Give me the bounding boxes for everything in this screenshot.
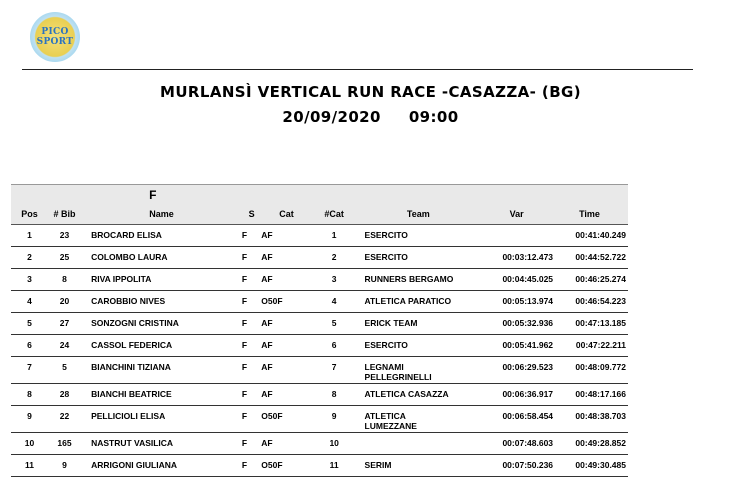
cell-bib: 5: [62, 362, 67, 372]
cell-cat: O50F: [261, 460, 283, 470]
cell-sex: F: [241, 274, 248, 284]
cell-var: 00:05:32.936: [502, 318, 554, 328]
table-row: [11, 225, 628, 247]
cell-team: [357, 225, 481, 247]
cell-time: 00:44:52.722: [575, 252, 626, 262]
event-title: MURLANSÌ VERTICAL RUN RACE -CASAZZA- (BG): [160, 83, 581, 101]
team-name-line: ATLETICA PARATICO: [364, 296, 452, 306]
table-row: [11, 335, 628, 357]
col-header-cat: Cat: [279, 209, 294, 220]
table-row: [11, 455, 628, 477]
cell-var: 00:05:13.974: [502, 296, 554, 306]
cell-pos: 1: [27, 230, 32, 240]
cell-cat-rank: 10: [329, 438, 339, 448]
cell-time: 00:49:28.852: [575, 438, 626, 448]
cell-name: SONZOGNI CRISTINA: [91, 318, 179, 328]
cell-cat: AF: [261, 252, 273, 262]
cell-var: 00:06:29.523: [502, 362, 554, 372]
table-row: [11, 313, 628, 335]
cell-bib: 24: [59, 340, 70, 350]
table-row: [11, 291, 628, 313]
logo-text-line2: SPORT: [36, 37, 74, 47]
cell-pos: 7: [27, 362, 32, 372]
cell-var: 00:06:58.454: [502, 411, 554, 421]
cell-cat: AF: [261, 318, 273, 328]
cell-cat-rank: 4: [331, 296, 337, 306]
cell-cat-rank: 2: [331, 252, 337, 262]
cell-team: [357, 384, 481, 406]
cell-team: [357, 269, 481, 291]
cell-name: CAROBBIO NIVES: [91, 296, 166, 306]
col-header-team: Team: [406, 209, 430, 220]
cell-sex: F: [241, 460, 248, 470]
cell-sex: F: [241, 340, 248, 350]
team-name-line: ESERCITO: [364, 230, 408, 240]
cell-bib: 20: [59, 296, 70, 306]
team-name-line: ESERCITO: [364, 340, 408, 350]
team-name-line: SERIM: [364, 460, 392, 470]
cell-sex: F: [241, 438, 248, 448]
cell-var: 00:03:12.473: [502, 252, 554, 262]
col-header-name: Name: [149, 209, 174, 220]
cell-var: 00:06:36.917: [502, 389, 554, 399]
table-row: [11, 357, 628, 384]
cell-var: 00:04:45.025: [502, 274, 554, 284]
team-name-line: ATLETICA: [364, 411, 406, 421]
table-row: [11, 433, 628, 455]
cell-bib: 23: [59, 230, 70, 240]
cell-cat: AF: [261, 389, 273, 399]
cell-time: 00:48:38.703: [575, 411, 626, 421]
cell-sex: F: [241, 411, 248, 421]
cell-var: [480, 225, 553, 247]
col-header-bib: # Bib: [53, 209, 76, 220]
cell-cat-rank: 11: [329, 460, 339, 470]
cell-cat-rank: 8: [331, 389, 337, 399]
cell-time: 00:41:40.249: [575, 230, 626, 240]
cell-time: 00:46:54.223: [575, 296, 626, 306]
pico-sport-logo: [30, 12, 80, 62]
cell-name: PELLICIOLI ELISA: [91, 411, 166, 421]
cell-cat-rank: 6: [331, 340, 337, 350]
col-header-var: Var: [509, 209, 524, 220]
cell-name: NASTRUT VASILICA: [91, 438, 174, 448]
event-date: 20/09/2020: [282, 108, 381, 126]
results-body: [11, 225, 628, 477]
cell-pos: 6: [27, 340, 32, 350]
cell-cat-rank: 5: [331, 318, 337, 328]
cell-cat-rank: 9: [331, 411, 337, 421]
team-name-line: LEGNAMI: [364, 362, 404, 372]
cell-pos: 5: [27, 318, 32, 328]
results-table: [11, 184, 628, 477]
cell-team: [357, 455, 481, 477]
cell-var: 00:07:50.236: [502, 460, 554, 470]
cell-name: BIANCHI BEATRICE: [91, 389, 172, 399]
cell-bib: 28: [59, 389, 70, 399]
col-header-sex: S: [248, 209, 255, 220]
cell-cat: AF: [261, 362, 273, 372]
cell-cat-rank: 1: [331, 230, 337, 240]
cell-sex: F: [241, 252, 248, 262]
cell-time: 00:47:13.185: [575, 318, 626, 328]
cell-name: RIVA IPPOLITA: [91, 274, 152, 284]
cell-time: 00:49:30.485: [575, 460, 626, 470]
cell-team: [357, 291, 481, 313]
cell-var: 00:07:48.603: [502, 438, 554, 448]
group-label: F: [149, 187, 157, 202]
cell-team: [357, 247, 481, 269]
cell-team: [357, 406, 481, 433]
cell-name: COLOMBO LAURA: [91, 252, 168, 262]
cell-cat: AF: [261, 274, 273, 284]
cell-pos: 9: [27, 411, 32, 421]
cell-sex: F: [241, 362, 248, 372]
cell-pos: 4: [27, 296, 32, 306]
cell-name: CASSOL FEDERICA: [91, 340, 173, 350]
cell-cat: AF: [261, 230, 273, 240]
team-name-line: LUMEZZANE: [364, 421, 417, 431]
team-name-line: ESERCITO: [364, 252, 408, 262]
table-row: [11, 384, 628, 406]
cell-cat: O50F: [261, 411, 283, 421]
col-header-cat-rank: #Cat: [324, 209, 344, 220]
cell-bib: 165: [57, 438, 72, 448]
cell-pos: 3: [27, 274, 32, 284]
cell-sex: F: [241, 318, 248, 328]
group-header-row: [11, 185, 628, 205]
cell-pos: 2: [27, 252, 32, 262]
cell-bib: 8: [62, 274, 67, 284]
event-datetime: [0, 108, 741, 126]
cell-pos: 10: [24, 438, 35, 448]
cell-pos: 8: [27, 389, 32, 399]
cell-pos: 11: [24, 460, 34, 470]
cell-name: BIANCHINI TIZIANA: [91, 362, 171, 372]
cell-var: 00:05:41.962: [502, 340, 554, 350]
cell-bib: 22: [59, 411, 70, 421]
cell-cat: AF: [261, 438, 273, 448]
cell-sex: F: [241, 296, 248, 306]
cell-name: ARRIGONI GIULIANA: [91, 460, 178, 470]
cell-team: [357, 313, 481, 335]
cell-cat-rank: 3: [331, 274, 337, 284]
cell-sex: F: [241, 230, 248, 240]
cell-cat: AF: [261, 340, 273, 350]
cell-time: 00:47:22.211: [575, 340, 626, 350]
cell-time: 00:46:25.274: [575, 274, 626, 284]
header-divider: [22, 69, 693, 70]
cell-team: [357, 433, 481, 455]
cell-sex: F: [241, 389, 248, 399]
logo-text-line1: PICO: [41, 27, 69, 37]
team-name-line: ERICK TEAM: [364, 318, 418, 328]
column-header-row: [11, 205, 628, 225]
cell-bib: 25: [59, 252, 70, 262]
cell-bib: 9: [62, 460, 67, 470]
event-time: 09:00: [408, 108, 459, 126]
team-name-line: RUNNERS BERGAMO: [364, 274, 454, 284]
cell-time: 00:48:09.772: [575, 362, 626, 372]
cell-team: [357, 335, 481, 357]
table-row: [11, 247, 628, 269]
col-header-pos: Pos: [21, 209, 38, 220]
table-row: [11, 406, 628, 433]
cell-team: [357, 357, 481, 384]
cell-time: 00:48:17.166: [575, 389, 626, 399]
team-name-line: ATLETICA CASAZZA: [364, 389, 449, 399]
cell-cat: O50F: [261, 296, 283, 306]
team-name-line: PELLEGRINELLI: [364, 372, 432, 382]
cell-bib: 27: [59, 318, 70, 328]
table-row: [11, 269, 628, 291]
cell-cat-rank: 7: [331, 362, 337, 372]
cell-name: BROCARD ELISA: [91, 230, 162, 240]
col-header-time: Time: [579, 209, 600, 220]
